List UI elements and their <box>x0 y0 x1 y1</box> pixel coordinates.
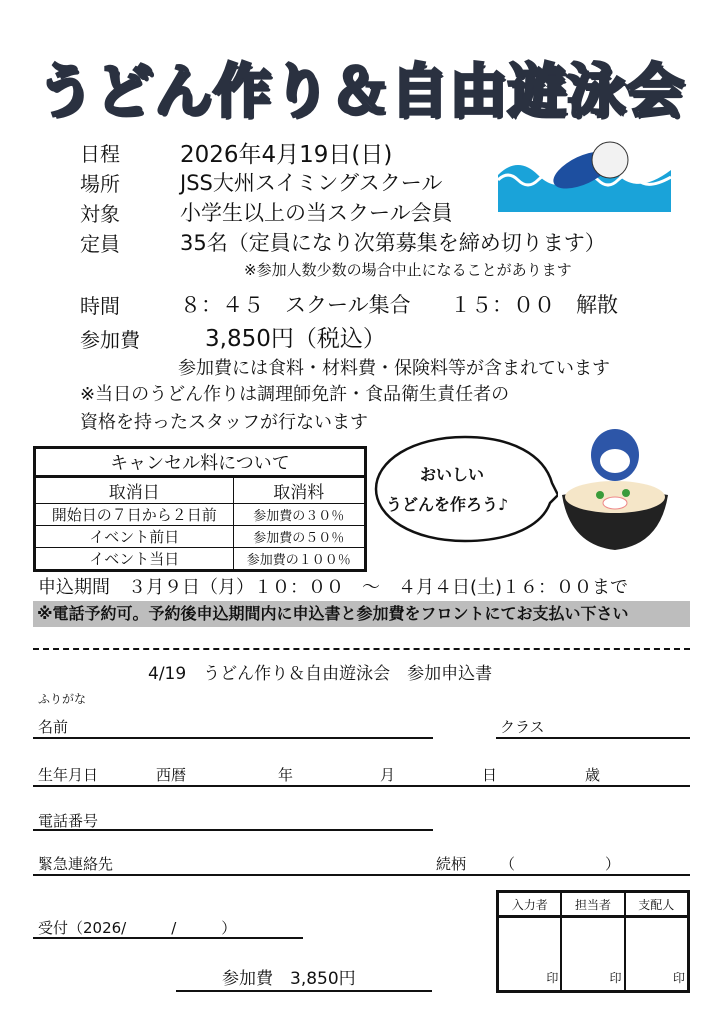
table-row <box>35 526 366 548</box>
cancel-fee: 参加費の３０％ <box>233 504 365 526</box>
time-end: １５：００ 解散 <box>450 293 618 317</box>
fee-value: 3,850円（税込） <box>205 326 386 352</box>
age-label: 歳 <box>585 766 601 784</box>
table-row <box>35 548 366 571</box>
reception-field[interactable] <box>33 937 303 939</box>
phone-reservation-notice: ※電話予約可。予約後申込期間内に申込書と参加費をフロントにてお支払い下さい <box>33 601 690 627</box>
birth-field[interactable] <box>33 785 690 787</box>
name-label: 名前 <box>38 718 69 736</box>
time-label: 時間 <box>80 294 120 318</box>
class-label: クラス <box>500 718 545 736</box>
furigana-label: ふりがな <box>38 692 87 706</box>
stamp-box: 印 <box>498 917 562 992</box>
time-start: ８：４５ スクール集合 <box>180 293 411 317</box>
bubble-line-2: うどんを作ろう♪ <box>386 495 509 514</box>
date-label: 日程 <box>80 142 120 166</box>
cancel-table-title: キャンセル料について <box>35 448 366 477</box>
stamp-box: 印 <box>625 917 689 992</box>
stamp-header-input: 入力者 <box>498 892 562 917</box>
fee-underline <box>176 990 432 992</box>
application-period: 申込期間 ３月９日（月）１０：００ ～ ４月４日(土)１６：００まで <box>38 577 629 598</box>
stamp-header-staff: 担当者 <box>561 892 624 917</box>
relation-paren: （ ） <box>500 855 621 873</box>
fee-note: 参加費には食料・材料費・保険料等が含まれています <box>178 358 610 379</box>
target-label: 対象 <box>80 202 120 226</box>
phone-label: 電話番号 <box>38 812 99 830</box>
fee-label: 参加費 <box>80 328 140 352</box>
capacity-label: 定員 <box>80 232 120 256</box>
cancel-date: イベント当日 <box>35 548 234 571</box>
cancel-fee: 参加費の１００％ <box>233 548 365 571</box>
capacity-note: ※参加人数少数の場合中止になることがあります <box>244 261 572 279</box>
stamp-box: 印 <box>561 917 624 992</box>
bubble-line-1: おいしい <box>420 465 485 484</box>
target-value: 小学生以上の当スクール会員 <box>180 201 453 225</box>
date-value: 2026年4月19日(日) <box>180 142 393 168</box>
birth-label: 生年月日 <box>38 766 99 784</box>
cancel-header-fee: 取消料 <box>233 477 365 504</box>
stamp-header-manager: 支配人 <box>625 892 689 917</box>
cut-line <box>33 648 690 650</box>
emergency-label: 緊急連絡先 <box>38 855 114 873</box>
place-value: JSS大州スイミングスクール <box>180 171 443 195</box>
day-label: 日 <box>482 766 498 784</box>
name-field[interactable] <box>33 737 433 739</box>
cancel-date: イベント前日 <box>35 526 234 548</box>
note-line-2: 資格を持ったスタッフが行ないます <box>80 412 368 433</box>
penguin-udon-illustration <box>560 425 670 555</box>
cancel-fee: 参加費の５０％ <box>233 526 365 548</box>
relation-label: 続柄 <box>436 855 467 873</box>
seireki-label: 西暦 <box>156 766 187 784</box>
note-line-1: ※当日のうどん作りは調理師免許・食品衛生責任者の <box>80 384 510 405</box>
class-field[interactable] <box>496 737 690 739</box>
staff-stamp-table <box>496 890 690 993</box>
month-label: 月 <box>380 766 396 784</box>
year-label: 年 <box>278 766 294 784</box>
flyer-title: うどん作り＆自由遊泳会 <box>36 57 686 125</box>
table-row <box>35 504 366 526</box>
place-label: 場所 <box>80 172 120 196</box>
cancel-fee-table <box>33 446 367 572</box>
reception-label: 受付（2026/ / ） <box>38 919 237 937</box>
emergency-field[interactable] <box>33 874 690 876</box>
form-title: 4/19 うどん作り＆自由遊泳会 参加申込書 <box>148 664 493 684</box>
cancel-date: 開始日の７日から２日前 <box>35 504 234 526</box>
speech-bubble <box>372 433 558 545</box>
phone-field[interactable] <box>33 829 433 831</box>
cancel-header-date: 取消日 <box>35 477 234 504</box>
swimming-mascot-illustration <box>498 135 671 212</box>
capacity-value: 35名（定員になり次第募集を締め切ります） <box>180 231 606 255</box>
form-fee: 参加費 3,850円 <box>222 969 356 989</box>
